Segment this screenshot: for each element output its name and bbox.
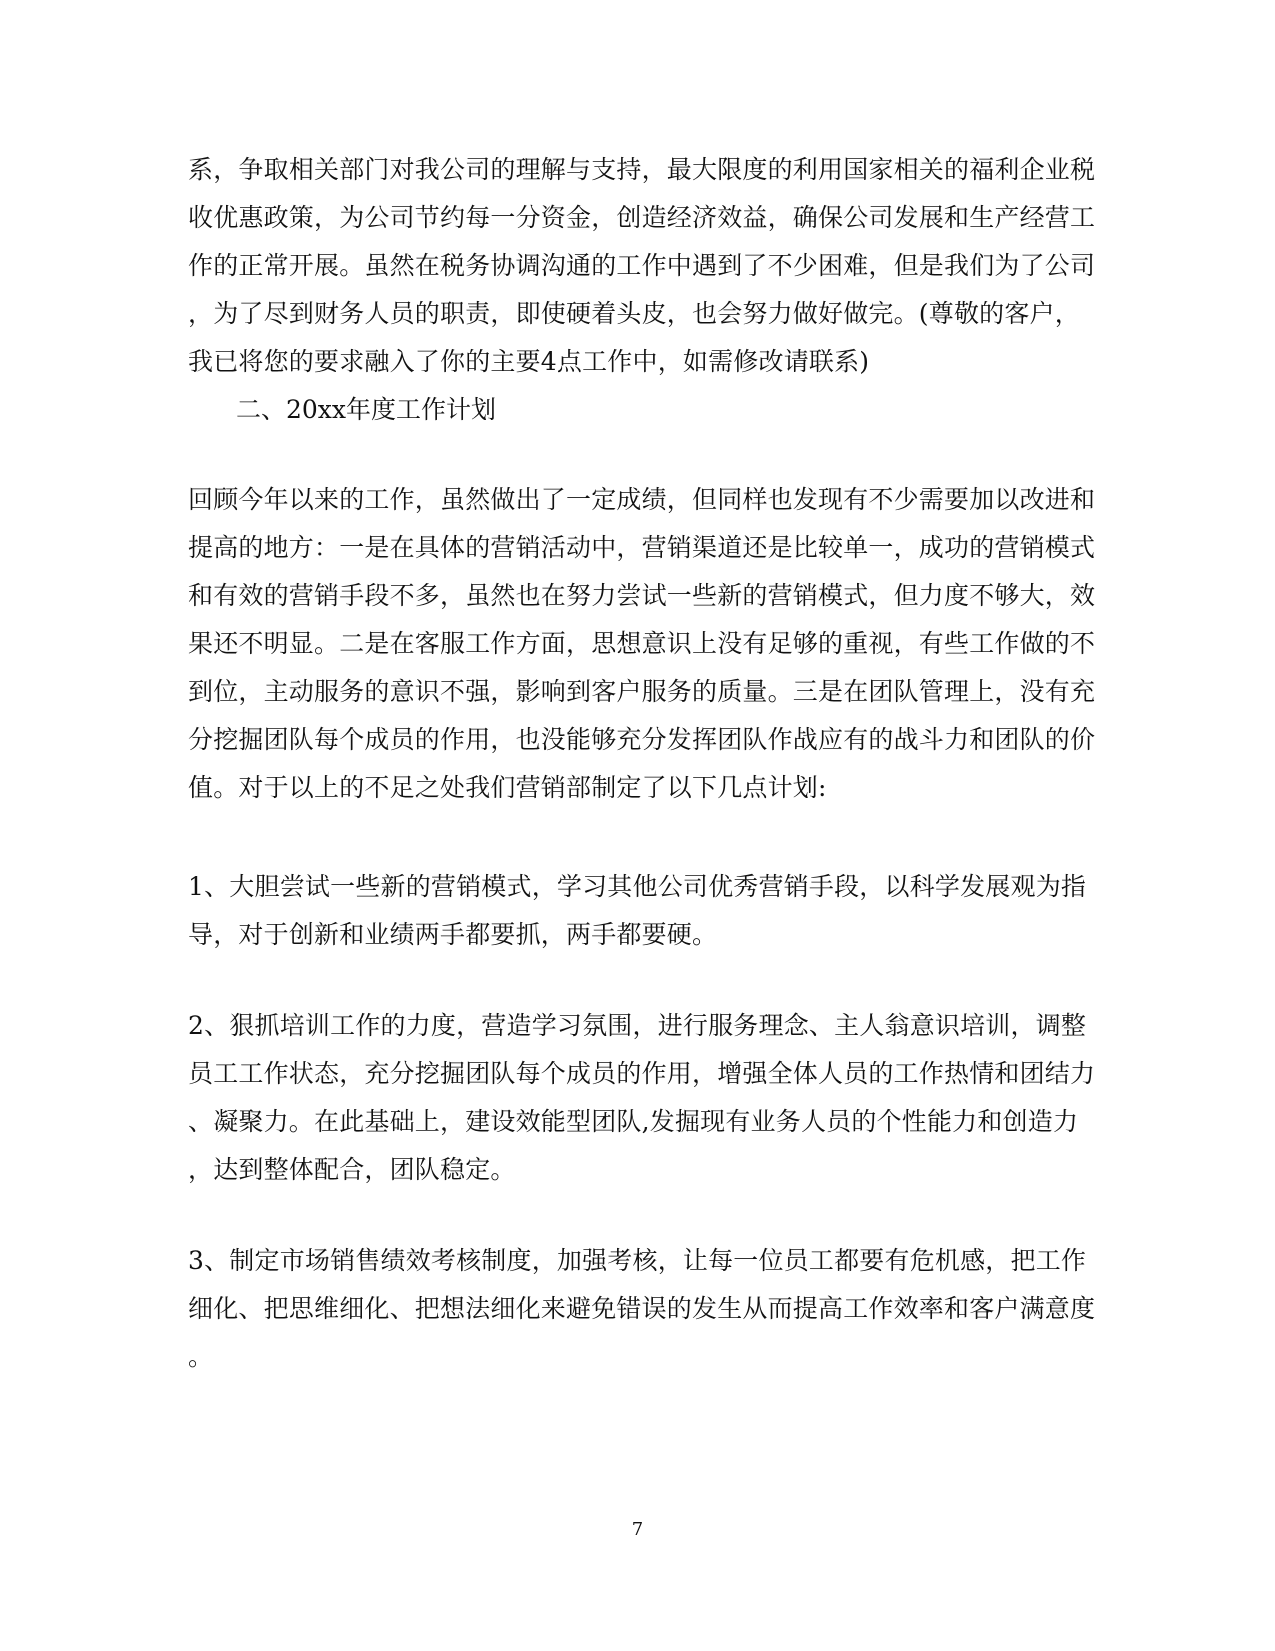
text-line: ，为了尽到财务人员的职责，即使硬着头皮，也会努力做好做完。(尊敬的客户，: [188, 299, 1080, 328]
paragraph-review: [188, 476, 1096, 812]
text-line: 果还不明显。二是在客服工作方面，思想意识上没有足够的重视，有些工作做的不: [188, 629, 1096, 658]
text-line: 系，争取相关部门对我公司的理解与支持，最大限度的利用国家相关的福利企业税: [188, 155, 1096, 184]
text-line: 员工工作状态，充分挖掘团队每个成员的作用，增强全体人员的工作热情和团结力: [188, 1059, 1096, 1088]
text-line: 3、制定市场销售绩效考核制度，加强考核，让每一位员工都要有危机感，把工作: [188, 1246, 1087, 1275]
text-line: 回顾今年以来的工作，虽然做出了一定成绩，但同样也发现有不少需要加以改进和: [188, 485, 1096, 514]
plan-item-1: [188, 863, 1088, 959]
text-line: 收优惠政策，为公司节约每一分资金，创造经济效益，确保公司发展和生产经营工: [188, 203, 1096, 232]
text-line: 1、大胆尝试一些新的营销模式，学习其他公司优秀营销手段，以科学发展观为指: [188, 872, 1087, 901]
text-line: 。: [188, 1342, 214, 1371]
text-line: 作的正常开展。虽然在税务协调沟通的工作中遇到了不少困难，但是我们为了公司: [188, 251, 1096, 280]
section-heading: 二、20xx年度工作计划: [236, 395, 497, 424]
text-line: 到位，主动服务的意识不强，影响到客户服务的质量。三是在团队管理上，没有充: [188, 677, 1096, 706]
text-line: 、凝聚力。在此基础上，建设效能型团队,发掘现有业务人员的个性能力和创造力: [188, 1107, 1079, 1136]
page-number: 7: [631, 1519, 644, 1540]
plan-item-2: [188, 1002, 1096, 1194]
plan-item-3: [188, 1237, 1096, 1381]
text-line: ，达到整体配合，团队稳定。: [188, 1155, 516, 1184]
text-line: 和有效的营销手段不多，虽然也在努力尝试一些新的营销模式，但力度不够大，效: [188, 581, 1096, 610]
text-line: 分挖掘团队每个成员的作用，也没能够充分发挥团队作战应有的战斗力和团队的价: [188, 725, 1096, 754]
text-line: 2、狠抓培训工作的力度，营造学习氛围，进行服务理念、主人翁意识培训，调整: [188, 1011, 1087, 1040]
text-line: 提高的地方：一是在具体的营销活动中，营销渠道还是比较单一，成功的营销模式: [188, 533, 1096, 562]
paragraph-continuation: [188, 146, 1096, 386]
text-line: 我已将您的要求融入了你的主要4点工作中，如需修改请联系): [188, 347, 870, 376]
text-line: 细化、把思维细化、把想法细化来避免错误的发生从而提高工作效率和客户满意度: [188, 1294, 1096, 1323]
text-line: 导，对于创新和业绩两手都要抓，两手都要硬。: [188, 920, 718, 949]
text-line: 值。对于以上的不足之处我们营销部制定了以下几点计划:: [188, 773, 827, 802]
